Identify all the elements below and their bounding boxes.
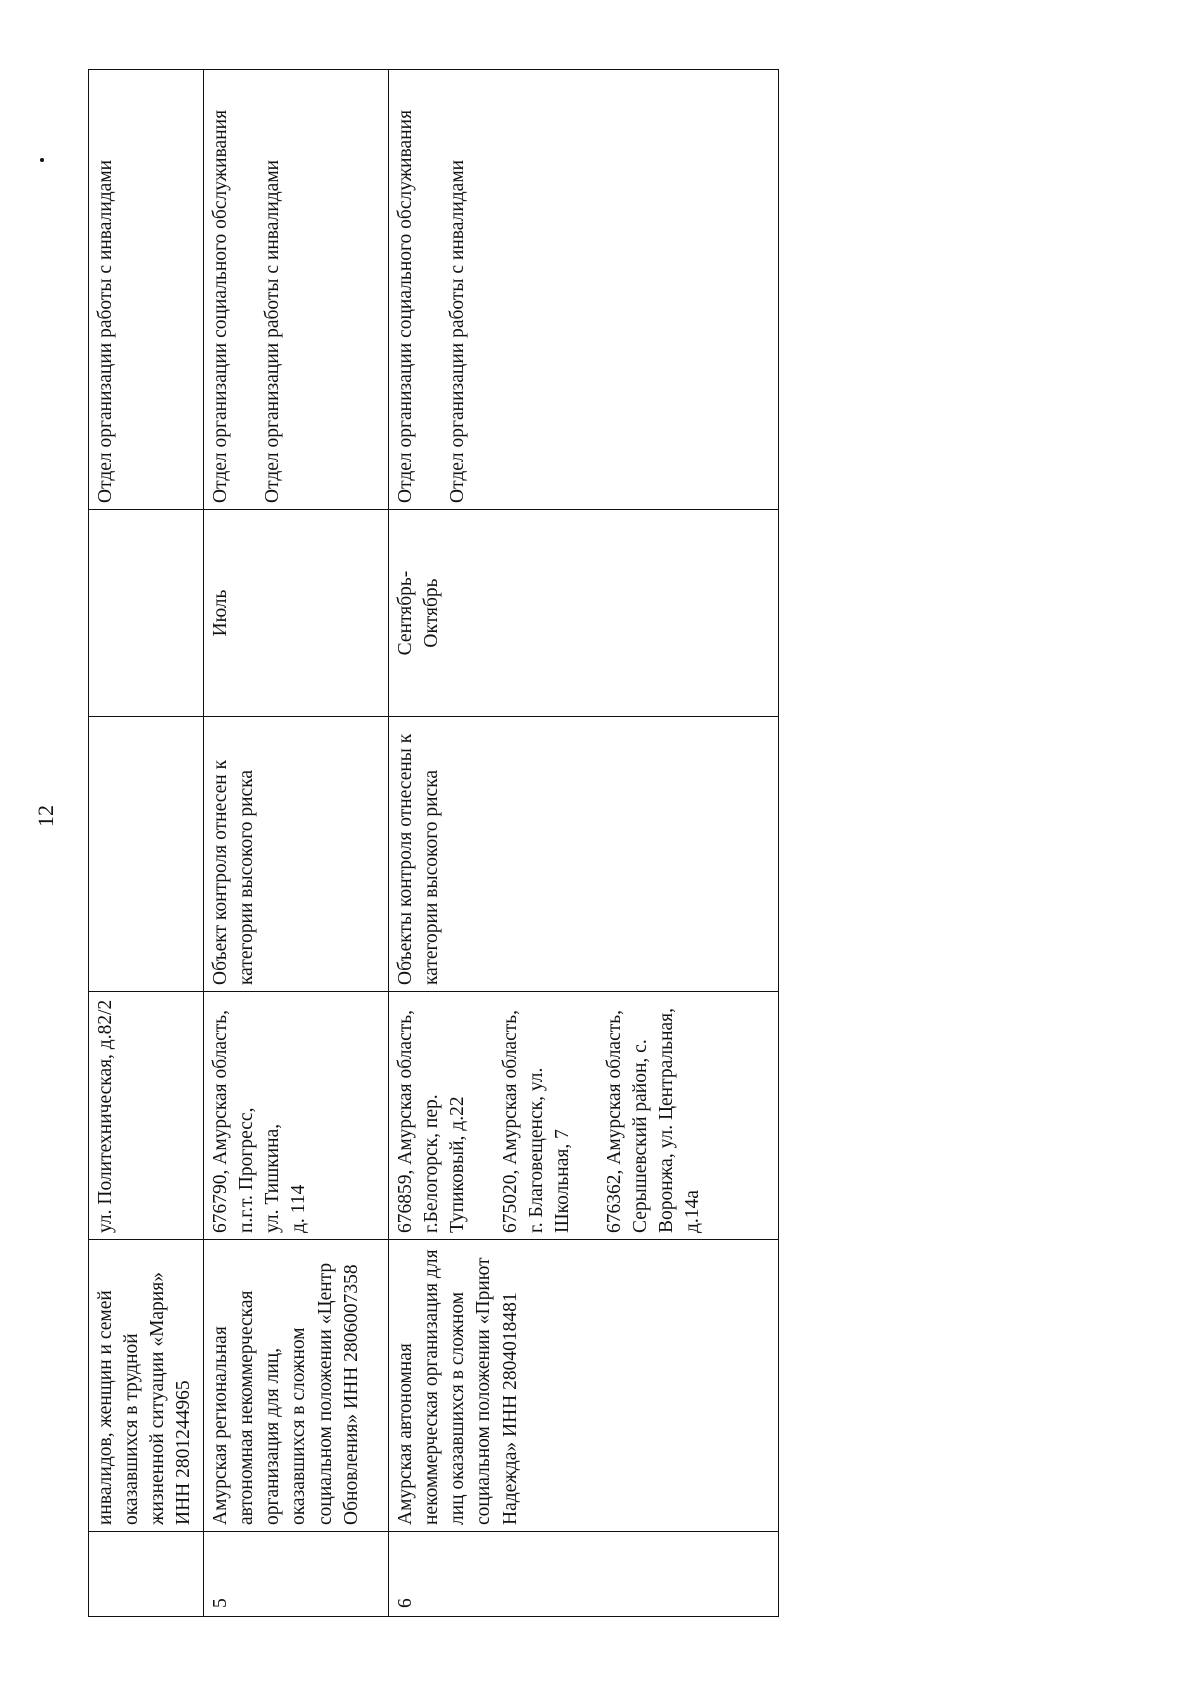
organization-cell: Амурская региональная автономная некоммерческая организация для лиц, оказавшихся в сложном социальном положении «Центр Обновления» ИНН 2806007358 (204, 1240, 389, 1532)
inspection-table (88, 70, 778, 1617)
department-cell: Отдел организации социального обслуживания Отдел организации работы с инвалидами (389, 70, 779, 510)
period-cell: Сентябрь- Октябрь (389, 510, 779, 717)
page-number: 12 (33, 805, 58, 827)
table-row (89, 70, 204, 1617)
address-cell: ул. Политехническая, д.82/2 (89, 992, 204, 1240)
margin-dot (40, 158, 44, 162)
row-number: 5 (204, 1532, 389, 1617)
table-row (389, 70, 779, 1617)
address-cell: 676790, Амурская область, п.г.т. Прогресс, ул. Тишкина, д. 114 (204, 992, 389, 1240)
risk-category-cell: Объект контроля отнесен к категории высокого риска (204, 717, 389, 992)
risk-category-cell (89, 717, 204, 992)
table-row (204, 70, 389, 1617)
period-cell (89, 510, 204, 717)
address-cell: 676859, Амурская область, г.Белогорск, пер. Тупиковый, д.22 675020, Амурская область, г. Благовещенск, ул. Школьная, 7 676362, Амурская область, Серышевский район, с. Воронжа, ул. Центральная, д.14а (389, 992, 779, 1240)
period-cell: Июль (204, 510, 389, 717)
organization-cell: инвалидов, женщин и семей оказавшихся в трудной жизненной ситуации «Мария» ИНН 2801244965 (89, 1240, 204, 1532)
department-cell: Отдел организации социального обслуживания Отдел организации работы с инвалидами (204, 70, 389, 510)
row-number (89, 1532, 204, 1617)
row-number: 6 (389, 1532, 779, 1617)
risk-category-cell: Объекты контроля отнесены к категории высокого риска (389, 717, 779, 992)
department-cell: Отдел организации работы с инвалидами (89, 70, 204, 510)
organization-cell: Амурская автономная некоммерческая организация для лиц оказавшихся в сложном социальном положении «Приют Надежда» ИНН 2804018481 (389, 1240, 779, 1532)
